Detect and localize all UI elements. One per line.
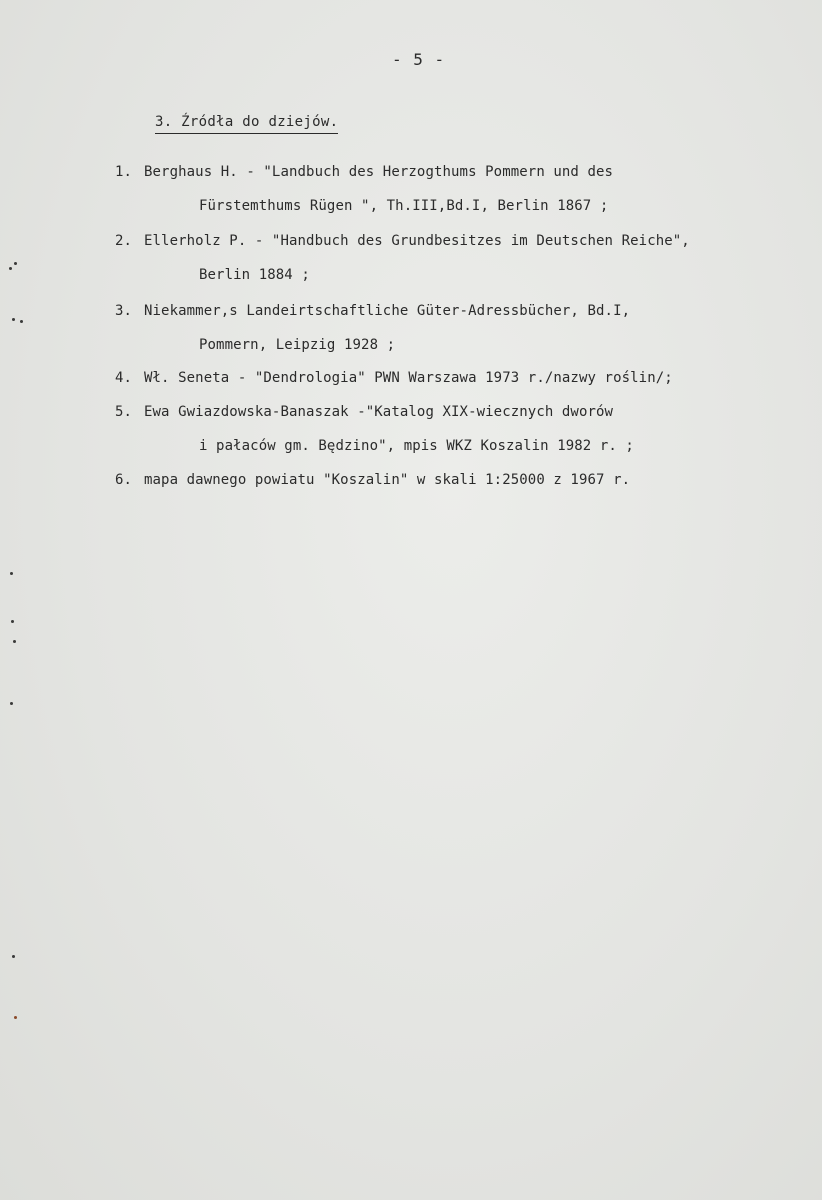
scan-speck — [9, 267, 12, 270]
entry-number: 5. — [115, 404, 133, 420]
entry-text: Berghaus H. - "Landbuch des Herzogthums Pommern und des — [144, 164, 614, 180]
entry-text: Ewa Gwiazdowska-Banaszak -"Katalog XIX-wiecznych dworów — [144, 404, 614, 420]
entry-continuation: Berlin 1884 ; — [199, 267, 310, 283]
bibliography-entry-4 — [115, 361, 805, 395]
bibliography-entry-2 — [115, 224, 805, 292]
bibliography-entry-1 — [115, 155, 805, 223]
bibliography-entry-3 — [115, 294, 805, 362]
scan-speck — [13, 640, 16, 643]
entry-text: mapa dawnego powiatu "Koszalin" w skali 1:25000 z 1967 r. — [144, 472, 631, 488]
entry-number: 6. — [115, 472, 133, 488]
entry-continuation: Fürstemthums Rügen ", Th.III,Bd.I, Berlin 1867 ; — [199, 198, 609, 214]
page-number: - 5 - — [392, 50, 446, 69]
entry-text: Ellerholz P. - "Handbuch des Grundbesitzes im Deutschen Reiche", — [144, 233, 690, 249]
bibliography-entry-5 — [115, 395, 805, 463]
bibliography-entry-6 — [115, 463, 805, 497]
entry-number: 1. — [115, 164, 133, 180]
scan-speck — [14, 262, 17, 265]
scan-speck — [10, 702, 13, 705]
scan-speck — [20, 320, 23, 323]
entry-continuation: Pommern, Leipzig 1928 ; — [199, 337, 396, 353]
entry-number: 4. — [115, 370, 133, 386]
section-heading: 3. Źródła do dziejów. — [155, 114, 338, 134]
entry-number: 2. — [115, 233, 133, 249]
scan-speck — [14, 1016, 17, 1019]
scan-speck — [10, 572, 13, 575]
entry-text: Wł. Seneta - "Dendrologia" PWN Warszawa 1973 r./nazwy roślin/; — [144, 370, 673, 386]
entry-continuation: i pałaców gm. Będzino", mpis WKZ Koszalin 1982 r. ; — [199, 438, 634, 454]
scan-speck — [12, 955, 15, 958]
scan-speck — [12, 318, 15, 321]
entry-text: Niekammer,s Landeirtschaftliche Güter-Adressbücher, Bd.I, — [144, 303, 631, 319]
entry-number: 3. — [115, 303, 133, 319]
scan-speck — [11, 620, 14, 623]
